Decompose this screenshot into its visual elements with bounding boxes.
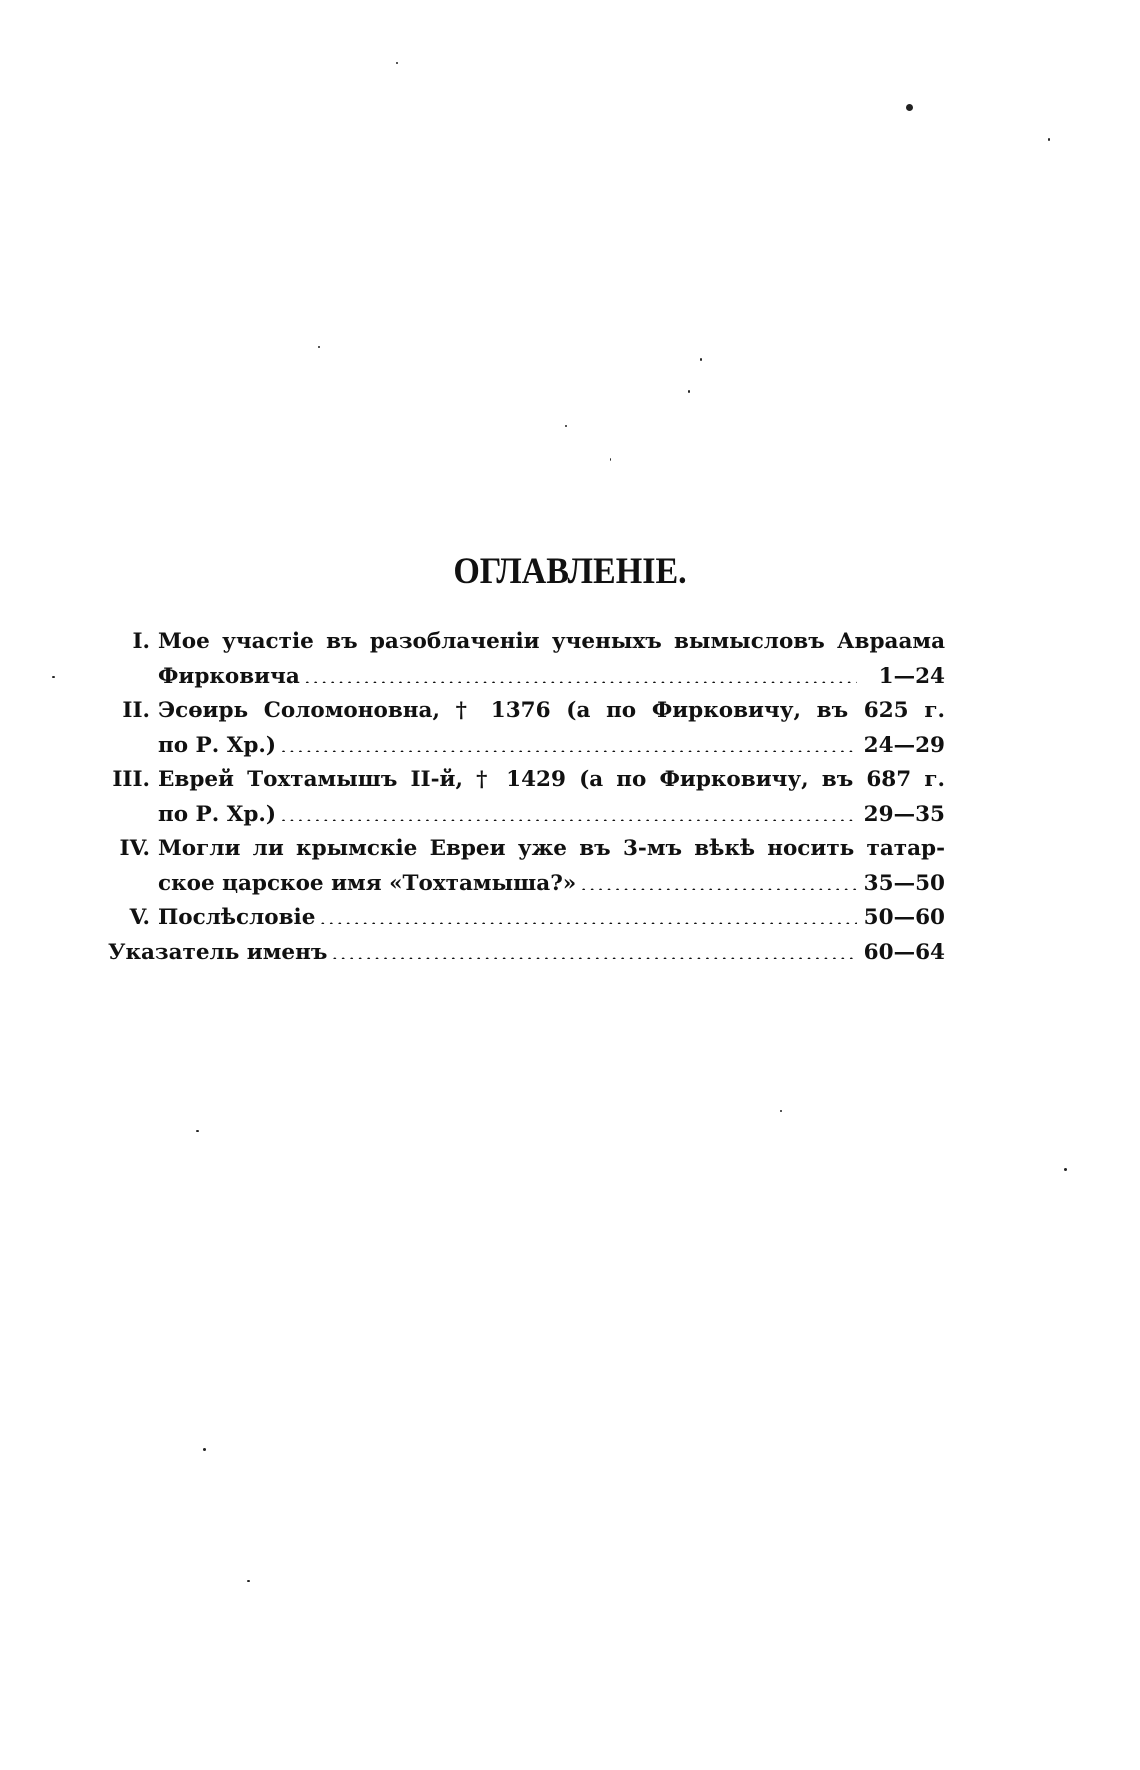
scan-speck bbox=[610, 458, 611, 461]
scan-speck bbox=[196, 1130, 199, 1132]
table-of-contents bbox=[108, 625, 945, 970]
toc-entry-pages: 50—60 bbox=[863, 905, 945, 930]
toc-entry-pages: 35—50 bbox=[863, 870, 945, 896]
toc-entry-number: IV. bbox=[119, 836, 150, 861]
scan-speck bbox=[203, 1448, 206, 1451]
toc-entry-line bbox=[108, 763, 945, 798]
toc-entry-line bbox=[108, 798, 945, 833]
toc-entry-line bbox=[108, 936, 945, 971]
toc-entry-line bbox=[108, 901, 945, 936]
toc-entry-pages: 60—64 bbox=[863, 939, 945, 965]
toc-entry-title-cont: ское царское имя «Тохтамыша?» bbox=[158, 870, 577, 896]
toc-entry-pages: 1—24 bbox=[878, 663, 945, 689]
dot-leader bbox=[280, 730, 857, 752]
toc-entry-title: Могли ли крымскіе Евреи уже въ 3-мъ вѣкѣ носить татар- bbox=[158, 836, 945, 861]
toc-entry bbox=[108, 901, 945, 936]
toc-entry-line bbox=[108, 729, 945, 764]
toc-entry-pages: 24—29 bbox=[863, 732, 945, 758]
toc-entry-title: Указатель именъ bbox=[108, 939, 328, 965]
scan-speck bbox=[688, 390, 690, 393]
scan-speck bbox=[396, 62, 398, 64]
scan-speck bbox=[318, 346, 320, 348]
toc-entry bbox=[108, 625, 945, 694]
scan-speck bbox=[700, 358, 702, 361]
scan-speck bbox=[1048, 138, 1050, 141]
toc-entry-title: Еврей Тохтамышъ II-й, † 1429 (а по Фирковичу, въ 687 г. bbox=[158, 767, 945, 792]
toc-entry-line bbox=[108, 660, 945, 695]
toc-entry bbox=[108, 694, 945, 763]
page-title: ОГЛАВЛЕНІЕ. bbox=[453, 551, 687, 592]
dot-leader bbox=[319, 903, 857, 925]
toc-entry-number: III. bbox=[112, 767, 150, 792]
scan-speck bbox=[906, 104, 913, 111]
scan-speck bbox=[780, 1110, 782, 1112]
toc-entry-line bbox=[108, 832, 945, 867]
scan-speck bbox=[247, 1580, 250, 1582]
toc-entry-title: Эсөирь Соломоновна, † 1376 (а по Фирковичу, въ 625 г. bbox=[158, 698, 945, 723]
scan-speck bbox=[1064, 1168, 1067, 1171]
toc-entry-title-cont: по Р. Хр.) bbox=[158, 801, 277, 827]
scan-speck bbox=[52, 676, 55, 678]
toc-entry-number: II. bbox=[122, 698, 150, 723]
dot-leader bbox=[331, 937, 857, 959]
toc-entry-line bbox=[108, 625, 945, 660]
toc-entry-pages: 29—35 bbox=[863, 801, 945, 827]
toc-entry bbox=[108, 832, 945, 901]
toc-entry-index bbox=[108, 936, 945, 971]
toc-entry-title-cont: Фирковича bbox=[158, 663, 300, 689]
dot-leader bbox=[304, 661, 857, 683]
toc-entry-title: Послѣсловіе bbox=[158, 905, 316, 930]
toc-entry-number: I. bbox=[132, 629, 150, 654]
scan-speck bbox=[565, 425, 567, 427]
dot-leader bbox=[280, 799, 857, 821]
toc-entry bbox=[108, 763, 945, 832]
toc-entry-title-cont: по Р. Хр.) bbox=[158, 732, 277, 758]
toc-entry-number: V. bbox=[129, 905, 150, 930]
toc-entry-title: Мое участіе въ разоблаченіи ученыхъ вымысловъ Авраама bbox=[158, 629, 945, 654]
toc-entry-line bbox=[108, 694, 945, 729]
dot-leader bbox=[580, 868, 857, 890]
toc-entry-line bbox=[108, 867, 945, 902]
